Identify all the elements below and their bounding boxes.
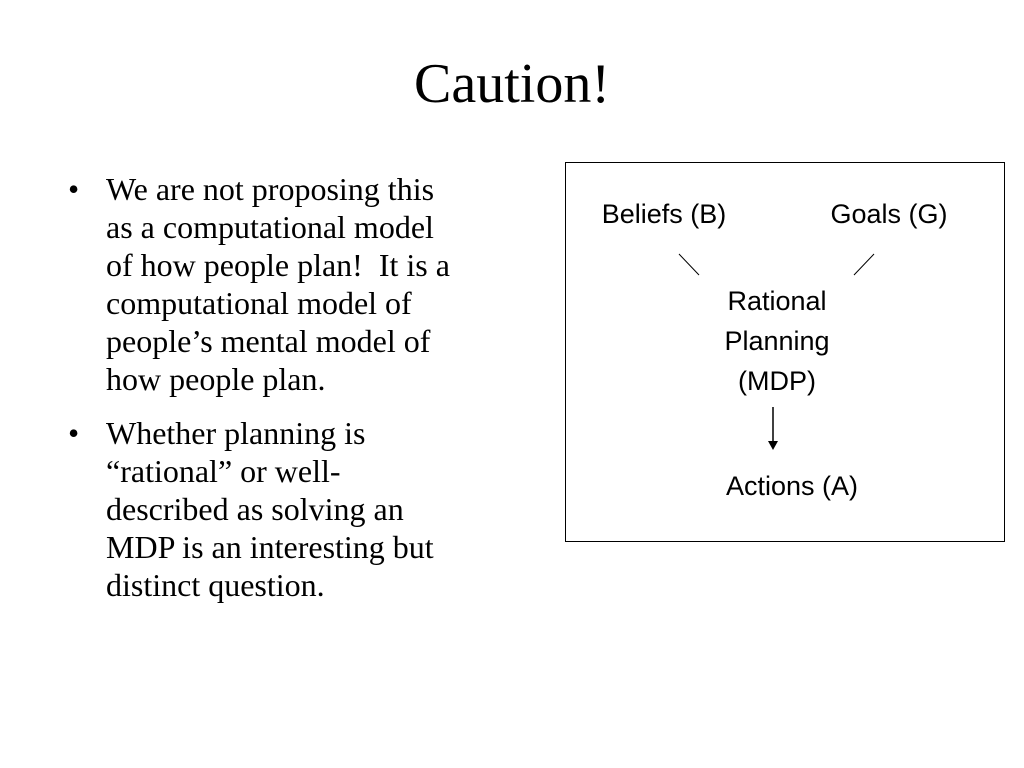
bullet-line: distinct question. (106, 567, 325, 603)
rational-planning-node (697, 281, 857, 401)
bullet-mark: • (68, 171, 80, 207)
bullet-line: as a computational model (106, 209, 434, 245)
bullet-line: Whether planning is (106, 415, 366, 451)
bullet-line: how people plan. (106, 361, 326, 397)
diagram-box (565, 162, 1005, 542)
bullet-line: “rational” or well- (106, 453, 341, 489)
goals-connector (854, 254, 874, 275)
bullet-item (64, 414, 554, 604)
bullet-mark: • (68, 415, 80, 451)
beliefs-connector (679, 254, 699, 275)
actions-node: Actions (A) (725, 471, 859, 501)
arrowhead-icon (768, 441, 778, 450)
bullet-item (64, 170, 554, 398)
bullet-line: of how people plan! It is a (106, 247, 450, 283)
bullet-line: people’s mental model of (106, 323, 431, 359)
slide-title: Caution! (414, 53, 610, 115)
bullet-list (64, 170, 554, 620)
planning-line: (MDP) (738, 366, 816, 396)
bullet-line: computational model of (106, 285, 412, 321)
bullet-line: described as solving an (106, 491, 404, 527)
planning-line: Planning (724, 326, 830, 356)
bullet-line: We are not proposing this (106, 171, 435, 207)
goals-node: Goals (G) (830, 199, 948, 229)
planning-line: Rational (727, 286, 827, 316)
beliefs-node: Beliefs (B) (601, 199, 727, 229)
bullet-line: MDP is an interesting but (106, 529, 434, 565)
